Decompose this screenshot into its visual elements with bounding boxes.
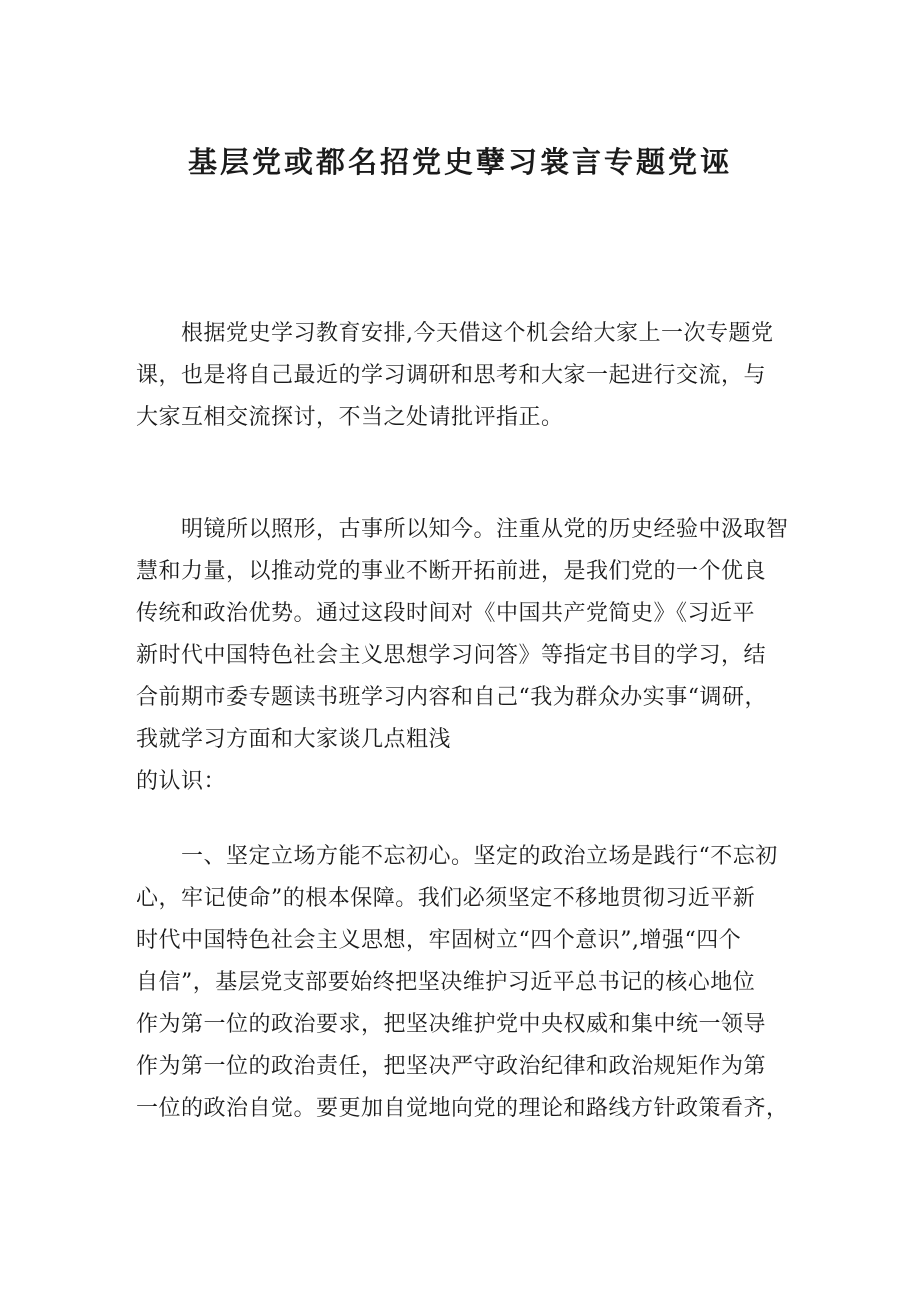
paragraph-point-one: 一、坚定立场方能不忘初心。坚定的政治立场是践行“不忘初 心，牢记使命”的根本保障。我们必须坚定不移地贯彻习近平新 时代中国特色社会主义思想，牢固树立“四个意识”,增强“四个 自信”，基层党支部要始终把坚决维护习近平总书记的核心地位 作为第一位的政治要求，把坚决维护党中央权威和集中统一领导 作为第一位的政治责任，把坚决严守政治纪律和政治规矩作为第 一位的政治自觉。要更加自觉地向党的理论和路线方针政策看齐， (136, 844, 789, 1121)
paragraph-history: 明镜所以照形，古事所以知今。注重从党的历史经验中汲取智 慧和力量，以推动党的事业不断开拓前进，是我们党的一个优良 传统和政治优势。通过这段时间对《中国共产党简史》《习近平 新时代中国特色社会主义思想学习问答》等指定书目的学习，结 合前期市委专题读书班学习内容和自己“我为群众办实事“调研， 我就学习方面和大家谈几点粗浅 的认识： (136, 517, 789, 794)
paragraph-intro: 根据党史学习教育安排,今天借这个机会给大家上一次专题党 课，也是将自己最近的学习调研和思考和大家一起进行交流，与 大家互相交流探讨，不当之处请批评指正。 (136, 321, 774, 430)
document-title: 基层党或都名招党史孽习裳言专题党诬 (187, 145, 732, 179)
